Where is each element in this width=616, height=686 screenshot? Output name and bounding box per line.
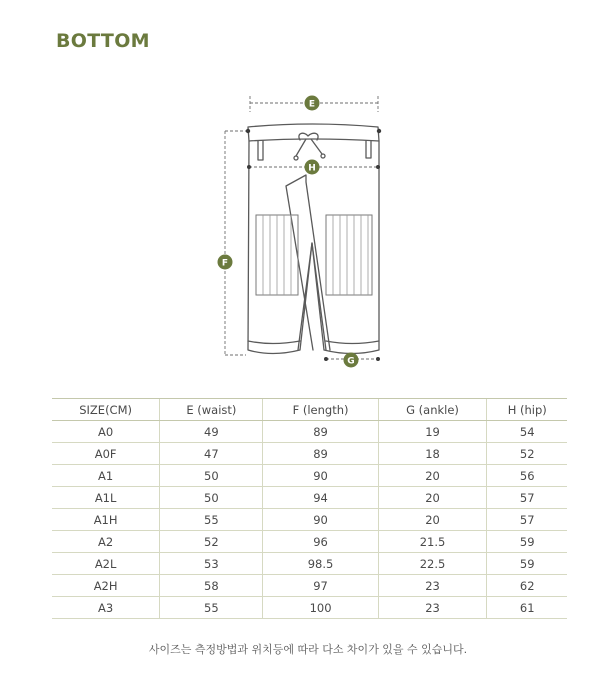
ankle-cell: 23 [378, 575, 487, 597]
belt-loop [258, 141, 263, 160]
page-title: BOTTOM [56, 30, 150, 52]
hip-cell: 57 [487, 487, 567, 509]
hip-cell: 62 [487, 575, 567, 597]
ankle-cell: 19 [378, 421, 487, 443]
length-cell: 90 [263, 509, 378, 531]
header-hip: H (hip) [487, 399, 567, 421]
table-row [52, 421, 567, 443]
h-badge-label: H [308, 163, 316, 174]
waist-cell: 47 [160, 443, 263, 465]
table-row [52, 487, 567, 509]
size-cell: A2 [52, 531, 160, 553]
g-badge-label: G [347, 356, 355, 367]
waist-cell: 50 [160, 465, 263, 487]
waist-cell: 55 [160, 597, 263, 619]
size-cell: A2L [52, 553, 160, 575]
hip-cell: 57 [487, 509, 567, 531]
header-length: F (length) [263, 399, 378, 421]
size-cell: A3 [52, 597, 160, 619]
length-cell: 100 [263, 597, 378, 619]
hip-cell: 54 [487, 421, 567, 443]
header-waist: E (waist) [160, 399, 263, 421]
hip-cell: 59 [487, 553, 567, 575]
size-cell: A1H [52, 509, 160, 531]
knee-stitching [333, 215, 368, 295]
table-header-row [52, 399, 567, 421]
length-cell: 89 [263, 443, 378, 465]
ankle-cell: 20 [378, 465, 487, 487]
size-cell: A1L [52, 487, 160, 509]
length-cell: 97 [263, 575, 378, 597]
ankle-cell: 22.5 [378, 553, 487, 575]
f-measure-line [225, 131, 246, 355]
waist-cell: 52 [160, 531, 263, 553]
knee-stitching [263, 215, 291, 295]
table-row [52, 465, 567, 487]
table-row [52, 509, 567, 531]
waist-cell: 58 [160, 575, 263, 597]
ankle-cell: 18 [378, 443, 487, 465]
waist-cell: 49 [160, 421, 263, 443]
hip-cell: 61 [487, 597, 567, 619]
belt-loop [366, 141, 371, 158]
drawstring [296, 133, 322, 156]
header-size: SIZE(CM) [52, 399, 160, 421]
length-cell: 94 [263, 487, 378, 509]
length-cell: 98.5 [263, 553, 378, 575]
length-cell: 96 [263, 531, 378, 553]
size-cell: A2H [52, 575, 160, 597]
table-row [52, 597, 567, 619]
table-row [52, 553, 567, 575]
table-row [52, 443, 567, 465]
size-cell: A1 [52, 465, 160, 487]
ankle-cell: 21.5 [378, 531, 487, 553]
size-cell: A0F [52, 443, 160, 465]
leg-flap [286, 175, 330, 350]
size-cell: A0 [52, 421, 160, 443]
ankle-cell: 20 [378, 487, 487, 509]
waistband [248, 124, 379, 141]
hip-cell: 52 [487, 443, 567, 465]
header-ankle: G (ankle) [378, 399, 487, 421]
waist-cell: 55 [160, 509, 263, 531]
size-disclaimer: 사이즈는 측정방법과 위치등에 따라 다소 차이가 있을 수 있습니다. [148, 643, 468, 656]
cuff [248, 341, 300, 344]
waist-cell: 53 [160, 553, 263, 575]
length-cell: 90 [263, 465, 378, 487]
drawstring-end [321, 154, 325, 158]
table-row [52, 575, 567, 597]
length-cell: 89 [263, 421, 378, 443]
hip-cell: 56 [487, 465, 567, 487]
e-badge-label: E [308, 99, 316, 110]
size-table [52, 398, 567, 619]
cuff [326, 341, 379, 344]
ankle-cell: 23 [378, 597, 487, 619]
ankle-cell: 20 [378, 509, 487, 531]
table-row [52, 531, 567, 553]
f-badge-label: F [221, 258, 229, 269]
waist-cell: 50 [160, 487, 263, 509]
hip-cell: 59 [487, 531, 567, 553]
drawstring-end [294, 156, 298, 160]
